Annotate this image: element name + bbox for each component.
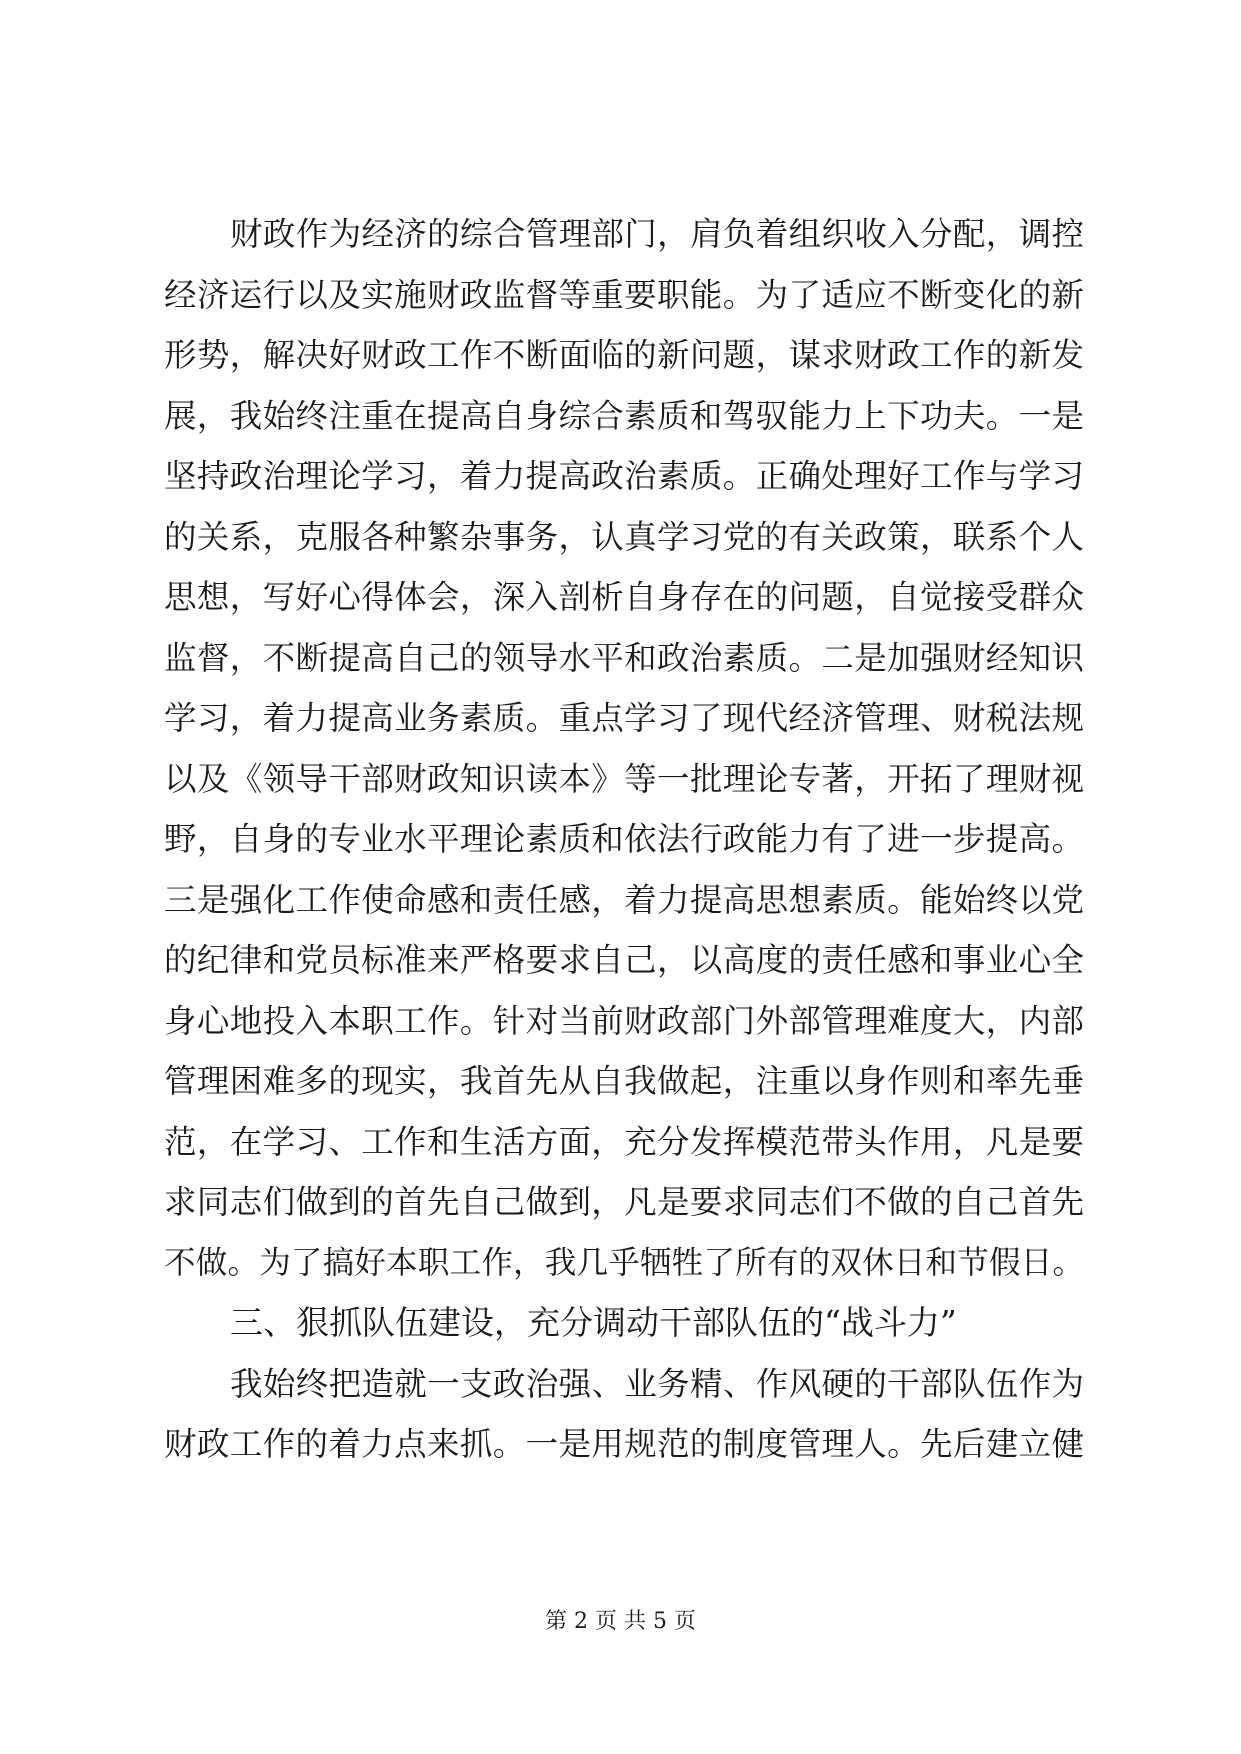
paragraph-line: 身心地投入本职工作。针对当前财政部门外部管理难度大，内部 — [164, 1001, 1084, 1040]
paragraph-line: 财政作为经济的综合管理部门，肩负着组织收入分配，调控 — [230, 215, 1084, 253]
paragraph-line: 经济运行以及实施财政监督等重要职能。为了适应不断变化的新 — [164, 275, 1084, 314]
page-number-footer: 第 2 页 共 5 页 — [545, 1609, 696, 1634]
paragraph-line: 财政工作的着力点来抓。一是用规范的制度管理人。先后建立健 — [164, 1425, 1084, 1463]
paragraph-line: 范，在学习、工作和生活方面，充分发挥模范带头作用，凡是要 — [164, 1122, 1084, 1161]
paragraph-line: 展，我始终注重在提高自身综合素质和驾驭能力上下功夫。一是 — [164, 396, 1084, 435]
paragraph-line: 的纪律和党员标准来严格要求自己，以高度的责任感和事业心全 — [164, 941, 1084, 979]
paragraph-line: 监督，不断提高自己的领导水平和政治素质。二是加强财经知识 — [164, 638, 1084, 677]
section-heading: 三、狠抓队伍建设，充分调动干部队伍的“战斗力” — [230, 1303, 957, 1342]
paragraph-line: 思想，写好心得体会，深入剖析自身存在的问题，自觉接受群众 — [164, 578, 1084, 616]
paragraph-line: 管理困难多的现实，我首先从自我做起，注重以身作则和率先垂 — [164, 1062, 1084, 1100]
paragraph-line: 求同志们做到的首先自己做到，凡是要求同志们不做的自己首先 — [164, 1183, 1084, 1221]
paragraph-line: 以及《领导干部财政知识读本》等一批理论专著，开拓了理财视 — [164, 759, 1084, 798]
paragraph-line: 的关系，克服各种繁杂事务，认真学习党的有关政策，联系个人 — [164, 517, 1084, 556]
body-text — [164, 204, 1084, 1475]
paragraph-line: 形势，解决好财政工作不断面临的新问题，谋求财政工作的新发 — [164, 336, 1084, 374]
paragraph-line: 坚持政治理论学习，着力提高政治素质。正确处理好工作与学习 — [164, 457, 1084, 495]
paragraph-line: 学习，着力提高业务素质。重点学习了现代经济管理、财税法规 — [164, 699, 1084, 737]
paragraph-line: 三是强化工作使命感和责任感，着力提高思想素质。能始终以党 — [164, 880, 1084, 919]
paragraph-line: 我始终把造就一支政治强、业务精、作风硬的干部队伍作为 — [230, 1364, 1084, 1403]
paragraph-line: 不做。为了搞好本职工作，我几乎牺牲了所有的双休日和节假日。 — [164, 1244, 1084, 1281]
paragraph-line: 野，自身的专业水平理论素质和依法行政能力有了进一步提高。 — [164, 820, 1084, 858]
